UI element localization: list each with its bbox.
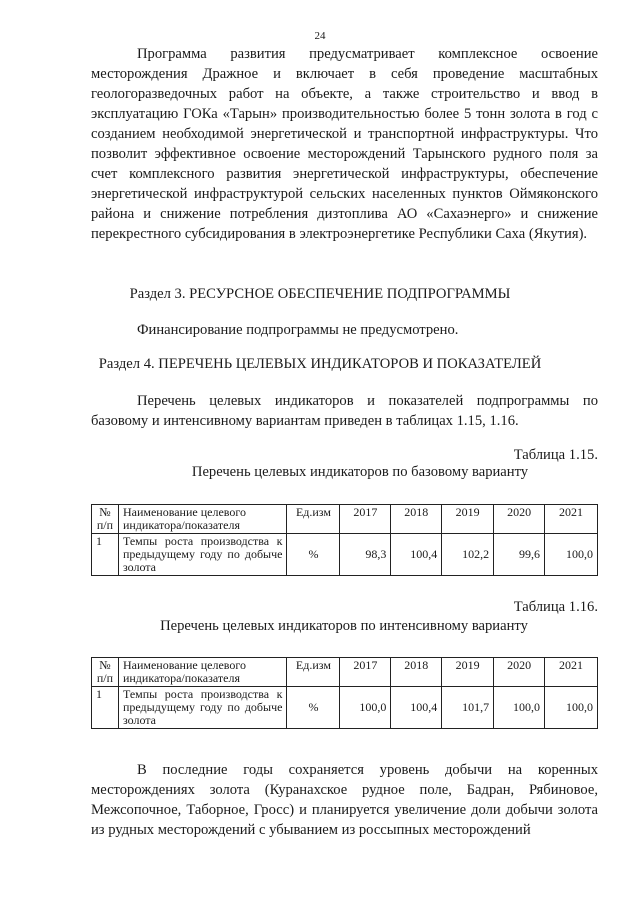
header-name: Наименование целевого индикатора/показателя [118,505,287,534]
row-unit: % [287,687,340,729]
indicator-table-intensive [91,657,598,729]
row-name: Темпы роста производства к предыдущему году по добыче золота [118,687,287,729]
table2-label: Таблица 1.16. [513,599,598,615]
header-name: Наименование целевого индикатора/показателя [118,658,287,687]
section4-text: Перечень целевых индикаторов и показателей подпрограммы по базовому и интенсивному вариантам приведен в таблицах 1.15, 1.16. [91,393,598,429]
header-year: 2018 [391,658,442,687]
row-value: 101,7 [442,687,494,729]
paragraph-final: В последние годы сохраняется уровень добычи на коренных месторождениях золота (Куранахское рудное поле, Бадран, Рябиновое, Межсопочное, Таборное, Гросс) и планируется увеличение доли добычи золота из рудных месторождений с убыванием из россыпных месторождений [91,762,598,838]
header-year: 2021 [545,505,598,534]
header-year: 2019 [442,658,494,687]
header-year: 2020 [494,505,545,534]
row-value: 100,0 [494,687,545,729]
row-value: 100,4 [391,534,442,576]
header-unit: Ед.изм [287,505,340,534]
table-row [92,687,598,729]
header-num: № п/п [92,505,119,534]
table-row [92,534,598,576]
header-year: 2017 [340,658,391,687]
header-unit: Ед.изм [287,658,340,687]
row-value: 100,4 [391,687,442,729]
row-value: 98,3 [340,534,391,576]
row-value: 99,6 [494,534,545,576]
row-value: 100,0 [545,687,598,729]
header-year: 2018 [391,505,442,534]
header-year: 2020 [494,658,545,687]
row-value: 100,0 [545,534,598,576]
header-year: 2019 [442,505,494,534]
row-name: Темпы роста производства к предыдущему году по добыче золота [118,534,287,576]
row-value: 100,0 [340,687,391,729]
header-year: 2021 [545,658,598,687]
section4-heading: Раздел 4. ПЕРЕЧЕНЬ ЦЕЛЕВЫХ ИНДИКАТОРОВ И ПОКАЗАТЕЛЕЙ [98,356,542,372]
row-unit: % [287,534,340,576]
table1-label: Таблица 1.15. [513,447,598,463]
row-num: 1 [92,687,119,729]
page-number: 24 [314,30,326,42]
header-year: 2017 [340,505,391,534]
table-header-row [92,505,598,534]
row-num: 1 [92,534,119,576]
table-header-row [92,658,598,687]
row-value: 102,2 [442,534,494,576]
section3-text: Финансирование подпрограммы не предусмотрено. [137,322,459,338]
paragraph-program: Программа развития предусматривает комплексное освоение месторождения Дражное и включает в себя проведение масштабных геологоразведочных работ на объекте, а также строительство и ввод в эксплуатацию ГОКа «Тарын» производительностью более 5 тонн золота в год с созданием необходимой энергетической и транспортной инфраструктуры. Что позволит эффективное освоение месторождений Тарынского рудного поля за счет комплексного развития энергетической инфраструктуры, обеспечение энергетической инфраструктурой сельских населенных пунктов Оймяконского района и снижение потребления дизтоплива АО «Сахаэнерго» и снижение перекрестного субсидирования в электроэнергетике Республики Саха (Якутия). [91,46,598,242]
indicator-table-base [91,504,598,576]
header-num: № п/п [92,658,119,687]
table1-caption: Перечень целевых индикаторов по базовому варианту [191,464,529,480]
table2-caption: Перечень целевых индикаторов по интенсивному варианту [160,618,528,634]
section3-heading: Раздел 3. РЕСУРСНОЕ ОБЕСПЕЧЕНИЕ ПОДПРОГРАММЫ [129,286,511,302]
